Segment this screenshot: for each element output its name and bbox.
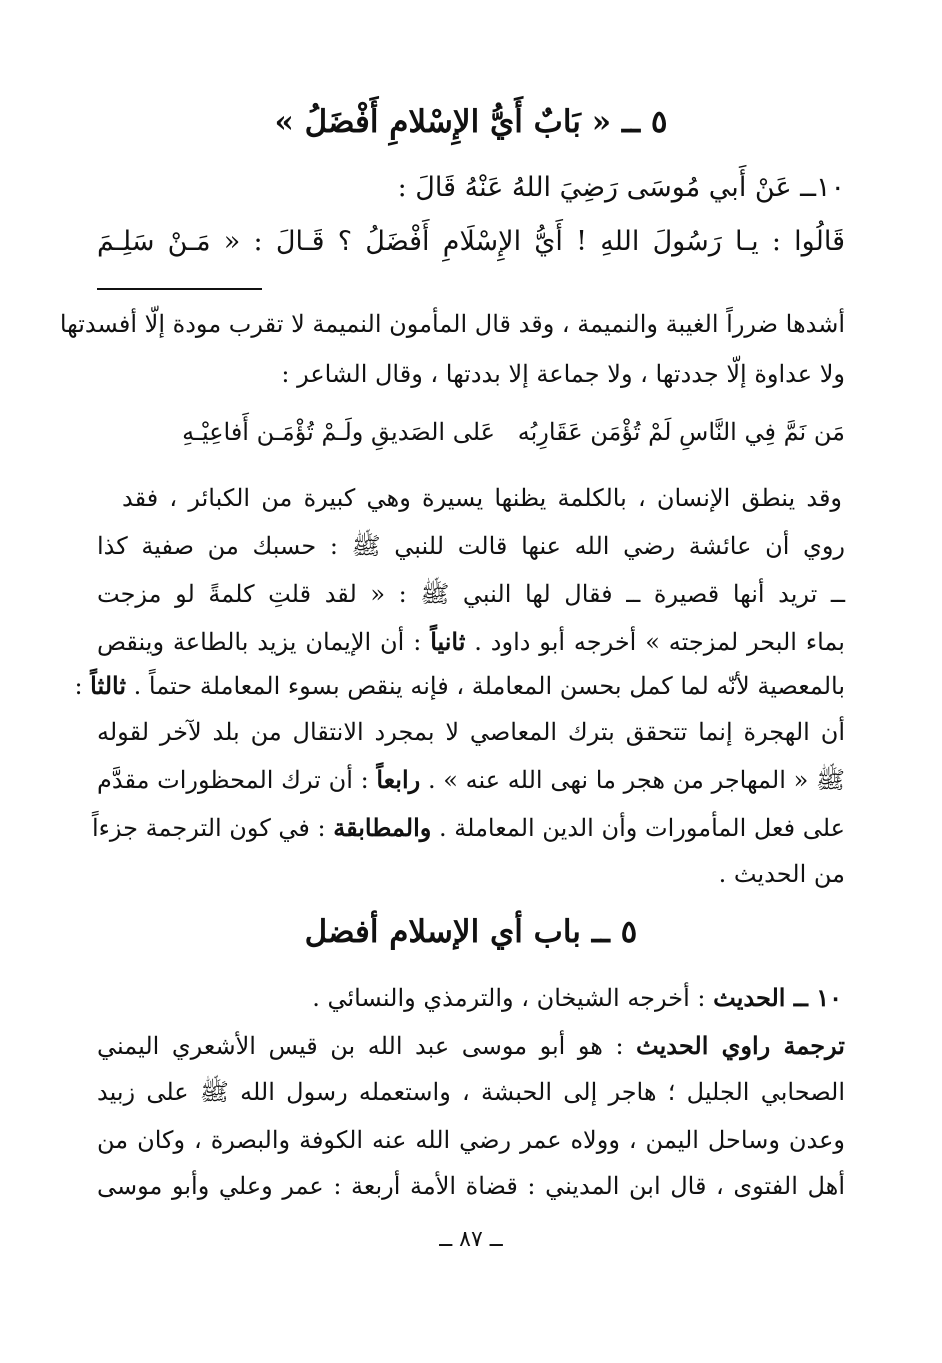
commentary-text: ﷺ « المهاجر من هجر ما نهى الله عنه » . bbox=[427, 766, 845, 794]
commentary-text: بالمعصية لأنّه لما كمل بحسن المعاملة ، فإنه ينقص بسوء المعاملة حتماً . bbox=[133, 672, 845, 700]
poem-verse-first-hemistich: مَن نَمَّ فِي النَّاسِ لَمْ تُؤْمَن عَقَارِبُه bbox=[517, 418, 845, 446]
point-label-third: ثالثاً bbox=[90, 671, 127, 700]
commentary-line: ولا عداوة إلّا جددتها ، ولا جماعة إلا بددتها ، وقال الشاعر : bbox=[281, 360, 845, 388]
commentary-line bbox=[97, 1026, 845, 1066]
commentary-text: : أن ترك المحظورات مقدَّم bbox=[97, 766, 369, 794]
commentary-line: ــ تريد أنها قصيرة ــ فقال لها النبي ﷺ : « لقد قلتِ كلمةً لو مزجت bbox=[97, 580, 845, 608]
conformity-label: والمطابقة bbox=[333, 813, 432, 842]
commentary-line bbox=[282, 978, 842, 1018]
hadith-label: ١٠ ــ الحديث bbox=[713, 983, 842, 1012]
commentary-line bbox=[74, 666, 845, 706]
commentary-text: : bbox=[74, 672, 83, 700]
narrator-biography-label: ترجمة راوي الحديث bbox=[636, 1031, 845, 1060]
commentary-text: : أخرجه الشيخان ، والترمذي والنسائي . bbox=[312, 984, 706, 1012]
commentary-section-title: ٥ ــ باب أي الإسلام أفضل bbox=[304, 914, 638, 950]
commentary-line: وقد ينطق الإنسان ، بالكلمة يظنها يسيرة وهي كبيرة من الكبائر ، فقد bbox=[122, 484, 842, 512]
commentary-line: أهل الفتوى ، قال ابن المديني : قضاة الأمة أربعة : عمر وعلي وأبو موسى bbox=[97, 1172, 845, 1200]
commentary-text: : هو أبو موسى عبد الله بن قيس الأشعري اليمني bbox=[97, 1032, 624, 1060]
commentary-line: الصحابي الجليل ؛ هاجر إلى الحبشة ، واستعمله رسول الله ﷺ على زبيد bbox=[97, 1078, 845, 1106]
poem-verse-second-hemistich: عَلى الصَديقِ ولَـمْ تُؤْمَـن أَفاعِيْـهِ bbox=[182, 418, 495, 446]
point-label-second: ثانياً bbox=[430, 627, 466, 656]
commentary-line bbox=[97, 622, 845, 662]
hadith-chapter-title: ٥ ــ « بَابٌ أَيُّ الإِسْلامِ أَفْضَلُ » bbox=[274, 104, 668, 140]
commentary-line: أشدها ضرراً الغيبة والنميمة ، وقد قال المأمون النميمة لا تقرب مودة إلّا أفسدتها bbox=[59, 310, 845, 338]
page-number: ــ ٨٧ ــ bbox=[439, 1227, 503, 1252]
hadith-text-line: قَالُوا : يـا رَسُولَ اللهِ ! أَيُّ الإِسْلَامِ أَفْضَلُ ؟ قَـالَ : « مَـنْ سَلِـمَ bbox=[97, 226, 845, 257]
commentary-line: روي أن عائشة رضي الله عنها قالت للنبي ﷺ : حسبك من صفية كذا bbox=[97, 532, 846, 560]
commentary-line bbox=[91, 808, 845, 848]
commentary-line bbox=[97, 760, 845, 800]
commentary-line: من الحديث . bbox=[718, 860, 845, 888]
footnote-separator bbox=[97, 288, 262, 290]
commentary-text: بماء البحر لمزجته » أخرجه أبو داود . bbox=[474, 628, 845, 656]
commentary-line: أن الهجرة إنما تتحقق بترك المعاصي لا بمجرد الانتقال من بلد لآخر لقوله bbox=[97, 718, 845, 746]
commentary-line: وعدن وساحل اليمن ، وولاه عمر رضي الله عنه الكوفة والبصرة ، وكان من bbox=[97, 1126, 845, 1154]
point-label-fourth: رابعاً bbox=[376, 765, 421, 794]
commentary-text: : أن الإيمان يزيد بالطاعة وينقص bbox=[97, 628, 422, 656]
hadith-text-line: ١٠ــ عَنْ أَبي مُوسَى رَضِيَ اللهُ عَنْهُ قَالَ : bbox=[397, 172, 845, 203]
commentary-text: : في كون الترجمة جزءاً bbox=[91, 814, 326, 842]
commentary-text: على فعل المأمورات وأن الدين المعاملة . bbox=[439, 814, 845, 842]
